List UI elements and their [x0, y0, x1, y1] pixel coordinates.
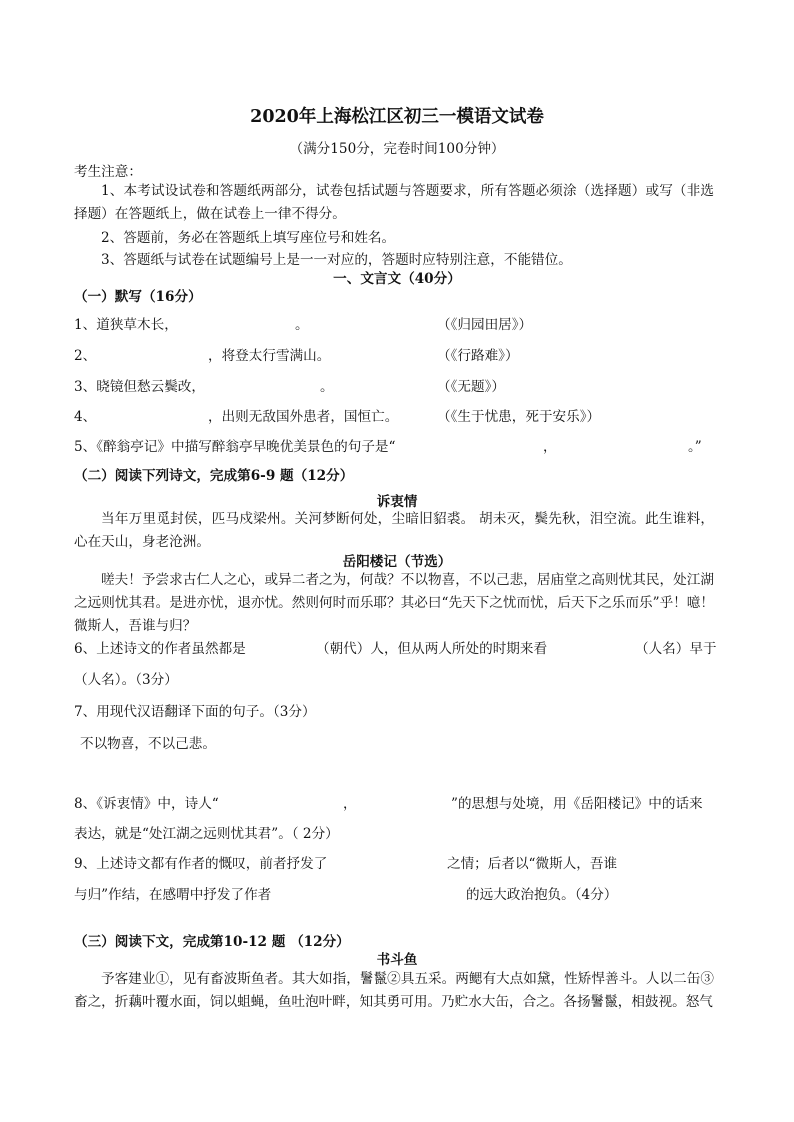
q8-part-d: 表达，就是“处江湖之远则忧其君”。（ 2分） — [74, 826, 339, 842]
section1-heading: （一）默写（16分） — [74, 289, 202, 305]
q9-part-a: 9、上述诗文都有作者的慨叹，前者抒发了 — [74, 856, 328, 872]
page-subtitle: （满分150分，完卷时间100分钟） — [289, 141, 505, 157]
q7-prompt: 7、用现代汉语翻译下面的句子。（3分） — [74, 704, 316, 720]
q2-number: 2、 — [74, 348, 97, 364]
q7-sentence: 不以物喜，不以己悲。 — [80, 736, 216, 752]
q6-part-b: （朝代）人，但从两人所处的时期来看 — [316, 641, 548, 657]
q3-end: 。 — [320, 379, 334, 395]
passage-text: 予客建业①，见有畜波斯鱼者。其大如指，鬐鬣②具五采。两鳃有大点如黛，性矫悍善斗。人以二缶③畜之，折藕叶覆水面，饲以蛆蝇，鱼吐泡叶畔，知其勇可用。乃贮水大缶，合之。各扬鬐鬣，相鼓视。怒气 — [74, 971, 714, 1010]
page-title: 2020年上海松江区初三一模语文试卷 — [250, 107, 544, 127]
q1-source: （《归园田居》） — [437, 317, 533, 333]
q9-part-d: 的远大政治抱负。（4分） — [466, 887, 618, 903]
q9-part-b: 之情；后者以“微斯人，吾谁 — [447, 856, 618, 872]
poem-text: 当年万里觅封侯，匹马戍梁州。关河梦断何处，尘暗旧貂裘。 胡未灭，鬓先秋，泪空流。此生谁料，心在天山，身老沧洲。 — [74, 511, 714, 550]
part-heading: 一、文言文（40分） — [333, 271, 461, 287]
q1-end: 。 — [295, 317, 309, 333]
q9-part-c: 与归”作结，在感喟中抒发了作者 — [74, 887, 272, 903]
q3-source: （《无题》） — [437, 379, 505, 395]
q3-text: 3、晓镜但愁云鬓改， — [74, 379, 205, 395]
notice-heading: 考生注意： — [74, 164, 142, 180]
essay-title: 岳阳楼记（节选） — [342, 554, 452, 570]
passage-title: 书斗鱼 — [376, 952, 418, 968]
notice-item-3: 3、答题纸与试卷在试题编号上是一一对应的，答题时应特别注意，不能错位。 — [101, 252, 572, 268]
q8-part-c: ”的思想与处境，用《岳阳楼记》中的话来 — [451, 796, 703, 812]
essay-text: 嗟夫！予尝求古仁人之心，或异二者之为，何哉？不以物喜，不以己悲，居庙堂之高则忧其民，处江湖之远则忧其君。是进亦忧，退亦忧。然则何时而乐耶？其必曰“先天下之忧而忧，后天下之乐而乐”乎！噫！微斯人，吾谁与归？ — [74, 572, 714, 634]
q6-part-a: 6、上述诗文的作者虽然都是 — [74, 641, 246, 657]
notice-item-1: 1、本考试设试卷和答题纸两部分，试卷包括试题与答题要求，所有答题必须涂（选择题）或写（非选择题）在答题纸上，做在试卷上一律不得分。 — [74, 183, 714, 222]
q1-text: 1、道狭草木长， — [74, 317, 178, 333]
q4-text: ，出则无敌国外患者，国恒亡。 — [208, 409, 399, 425]
q4-number: 4、 — [74, 409, 97, 425]
q2-text: ，将登太行雪满山。 — [208, 348, 331, 364]
section2-heading: （二）阅读下列诗文，完成第6-9 题（12分） — [74, 468, 354, 484]
q2-source: （《行路难》） — [437, 348, 519, 364]
section3-heading: （三）阅读下文，完成第10-12 题 （12分） — [74, 934, 350, 950]
q8-part-a: 8、《诉衷情》中，诗人“ — [74, 796, 219, 812]
q6-part-d: （人名）。（3分） — [74, 672, 178, 688]
q5-text: 5、《醉翁亭记》中描写醉翁亭早晚优美景色的句子是“ — [74, 439, 396, 455]
q4-source: （《生于忧患，死于安乐》） — [437, 409, 601, 425]
notice-item-2: 2、答题前，务必在答题纸上填写座位号和姓名。 — [101, 230, 396, 246]
q5-end: 。” — [688, 439, 702, 455]
q5-comma: ， — [543, 439, 557, 455]
q8-comma: ， — [343, 796, 357, 812]
poem-title: 诉衷情 — [376, 494, 418, 510]
q6-part-c: （人名）早于 — [635, 641, 717, 657]
